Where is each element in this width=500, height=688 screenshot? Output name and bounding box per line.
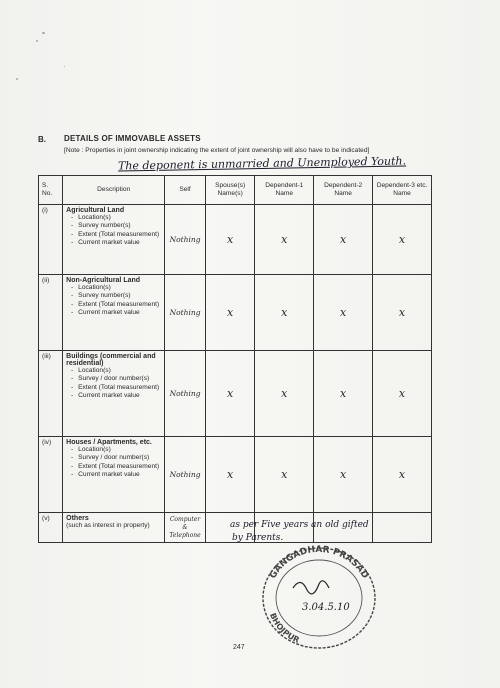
row-number: (i) [39,205,63,275]
row-item: Current market value [78,309,140,317]
row-items: - Location(s) - Survey / door number(s) - Extent (Total measurement) - Current market value [71,446,160,479]
row-items: - Location(s) - Survey number(s) - Extent (Total measurement) - Current market value [71,284,160,317]
dependent3-value: x [373,437,432,513]
table-row [39,437,432,513]
row-item: Current market value [78,239,140,247]
row-description [63,351,165,437]
col-header-spouse: Spouse(s) Name(s) [205,176,254,205]
row-number: (v) [39,513,63,543]
dependent3-value [373,513,432,543]
others-self-line: Computer [169,515,201,523]
dependent3-value: x [373,351,432,437]
spouse-value: x [205,351,254,437]
others-handwritten-remark: as per Five years an old gifted [230,520,369,530]
row-items: - Location(s) - Survey number(s) - Extent (Total measurement) - Current market value [71,214,160,247]
assets-table [38,175,432,543]
row-category: Others [66,515,89,522]
row-subtext: (such as interest in property) [66,522,150,529]
row-items: - Location(s) - Survey / door number(s) - Extent (Total measurement) - Current market value [71,367,160,400]
spouse-value: x [205,205,254,275]
col-header-description: Description [63,176,165,205]
col-header-sno: S. No. [39,176,63,205]
others-self-line: & [182,523,188,531]
dependent1-value: x [255,351,314,437]
row-item: Survey number(s) [78,292,131,300]
row-number: (iii) [39,351,63,437]
svg-text:BHOJPUR [268,612,301,645]
row-item: Location(s) [78,367,111,374]
row-item: Extent (Total measurement) [78,383,160,391]
section-number: B. [38,135,46,144]
row-category: Non-Agricultural Land [66,277,141,284]
others-self-line: Telephone [169,531,201,539]
row-number: (iv) [39,437,63,513]
row-item: Location(s) [78,446,111,453]
row-item: Current market value [78,392,140,400]
paper-speck [16,78,18,80]
row-category: Agricultural Land [66,207,125,214]
spouse-value: x [205,437,254,513]
dependent1-value: x [255,437,314,513]
svg-text:GANGADHAR PRASAD [268,545,370,581]
row-description [63,205,165,275]
table-row [39,205,432,275]
col-header-dependent3: Dependent-3 etc. Name [373,176,432,205]
row-item: Extent (Total measurement) [78,462,160,470]
table-row [39,275,432,351]
official-seal [258,540,380,650]
col-header-dependent1: Dependent-1 Name [255,176,314,205]
self-value: Nothing [165,437,206,513]
seal-bottom-text: BHOJPUR [268,611,301,645]
dependent3-value: x [373,205,432,275]
col-header-self: Self [165,176,206,205]
dependent2-value: x [314,437,373,513]
row-item: Location(s) [78,214,111,221]
handwritten-declaration: The deponent is unmarried and Unemployed Youth. [117,154,407,173]
seal-date: 3.04.5.10 [302,602,350,613]
row-item: Location(s) [78,284,111,291]
row-description [63,437,165,513]
table-header-row [39,176,432,205]
row-category: Buildings (commercial and residential) [66,353,156,367]
row-item: Survey / door number(s) [78,375,150,383]
row-category: Houses / Apartments, etc. [66,439,152,446]
signature-mark [293,581,329,594]
table-row [39,351,432,437]
spouse-value: x [205,275,254,351]
seal-top-text: GANGADHAR PRASAD [268,545,370,581]
row-item: Extent (Total measurement) [78,230,160,238]
dependent1-value: x [255,205,314,275]
row-description [63,275,165,351]
paper-speck [64,66,65,67]
col-header-dependent2: Dependent-2 Name [314,176,373,205]
dependent2-value: x [314,275,373,351]
dependent2-value: x [314,205,373,275]
dependent3-value: x [373,275,432,351]
self-value: Nothing [165,351,206,437]
self-value: Nothing [165,275,206,351]
self-value: Nothing [165,205,206,275]
row-item: Current market value [78,471,140,479]
dependent2-value: x [314,351,373,437]
self-value [165,513,206,543]
row-item: Survey / door number(s) [78,454,150,462]
paper-speck [42,32,45,34]
page-number: 247 [233,644,245,651]
row-number: (ii) [39,275,63,351]
others-handwritten-remark: by Parents. [232,533,284,543]
section-note: [Note : Properties in joint ownership indicating the extent of joint ownership will also have to be indicated] [64,147,370,154]
dependent1-value: x [255,275,314,351]
paper-speck [36,40,38,42]
section-title: DETAILS OF IMMOVABLE ASSETS [64,134,201,143]
row-item: Survey number(s) [78,222,131,230]
row-item: Extent (Total measurement) [78,300,160,308]
row-description [63,513,165,543]
